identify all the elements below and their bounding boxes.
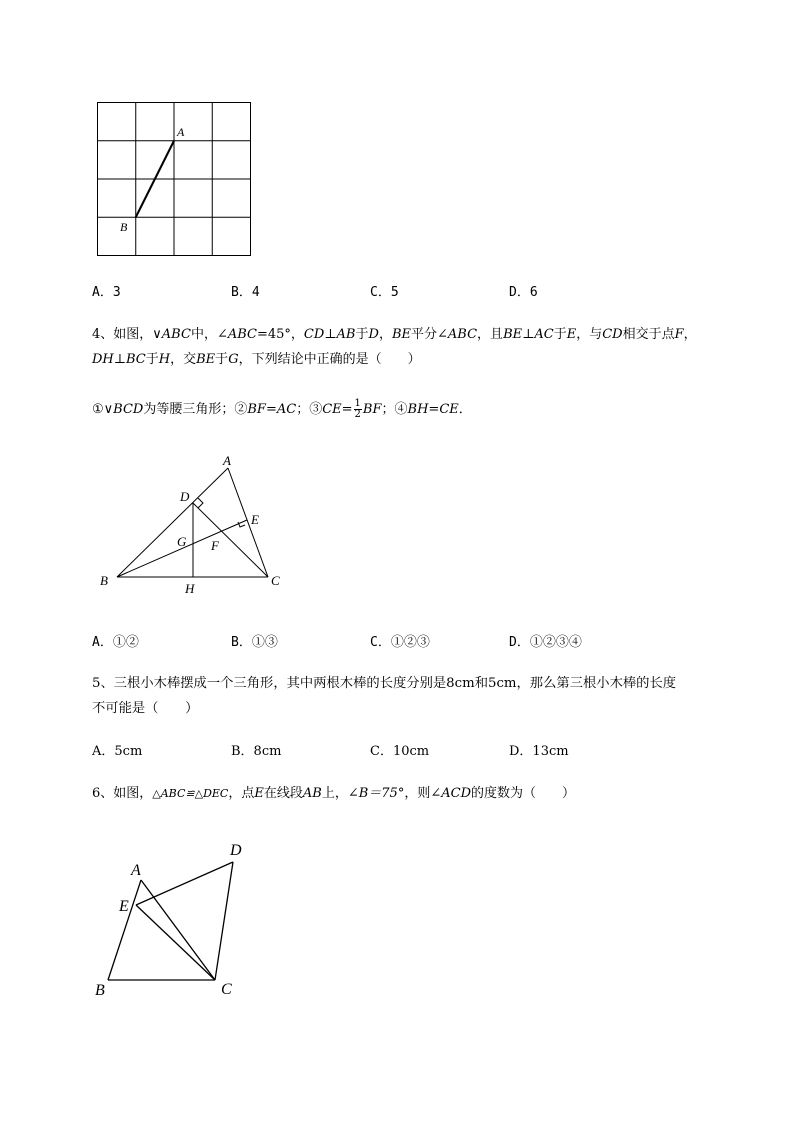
vertex-c-label: C bbox=[221, 981, 232, 998]
point-h-label: H bbox=[185, 581, 195, 596]
vertex-a-label: A bbox=[223, 453, 231, 468]
q6-question: 6、如图，△ABC≌△DEC，点E在线段AB上，∠B＝75°，则∠ACD的度数为（ ） bbox=[92, 786, 576, 801]
q4-triangle-figure bbox=[90, 450, 300, 600]
point-a-label: A bbox=[177, 125, 185, 139]
q3-option-c[interactable]: C．5 bbox=[370, 285, 399, 300]
point-d-label: D bbox=[180, 489, 190, 504]
point-e-label: E bbox=[251, 512, 259, 527]
vertex-d-label: D bbox=[230, 842, 242, 859]
point-e-label: E bbox=[119, 898, 129, 915]
vertex-a-label: A bbox=[131, 862, 141, 879]
q5-option-d[interactable]: D．13cm bbox=[509, 744, 569, 759]
q4-option-d[interactable]: D．①②③④ bbox=[509, 635, 582, 650]
vertex-c-label: C bbox=[271, 573, 280, 588]
vertex-b-label: B bbox=[95, 982, 105, 999]
q6-congruent-triangles-figure bbox=[90, 835, 260, 1005]
q5-question-line1: 5、三根小木棒摆成一个三角形，其中两根木棒的长度分别是8cm和5cm，那么第三根小木棒的长度 bbox=[92, 676, 677, 691]
q5-option-c[interactable]: C．10cm bbox=[370, 744, 430, 759]
q5-question-line2: 不可能是（ ） bbox=[92, 701, 199, 716]
q5-option-a[interactable]: A．5cm bbox=[92, 744, 143, 759]
q3-option-a[interactable]: A．3 bbox=[92, 285, 121, 300]
q4-option-a[interactable]: A．①② bbox=[92, 635, 139, 650]
q4-option-b[interactable]: B．①③ bbox=[231, 635, 278, 650]
point-g-label: G bbox=[177, 534, 187, 549]
q4-option-c[interactable]: C．①②③ bbox=[370, 635, 430, 650]
q4-question-line2: DH⊥BC于H，交BE于G，下列结论中正确的是（ ） bbox=[92, 352, 421, 367]
q3-option-b[interactable]: B．4 bbox=[231, 285, 260, 300]
fraction-one-half: $\frac{1}{2}$ bbox=[354, 398, 361, 420]
point-b-label: B bbox=[120, 220, 128, 234]
q4-question-line1: 4、如图，∨ABC中，∠ABC=45°，CD⊥AB于D，BE平分∠ABC，且BE⊥AC于E，与CD相交于点F， bbox=[92, 327, 697, 342]
point-f-label: F bbox=[211, 538, 219, 553]
q3-grid-figure bbox=[90, 96, 260, 262]
q3-option-d[interactable]: D．6 bbox=[509, 285, 538, 300]
q4-statements: ①∨BCD为等腰三角形；②BF=AC；③CE= $\frac{1}{2}$ BF；④BH=CE． bbox=[92, 398, 472, 420]
q5-option-b[interactable]: B．8cm bbox=[231, 744, 282, 759]
vertex-b-label: B bbox=[100, 573, 108, 588]
